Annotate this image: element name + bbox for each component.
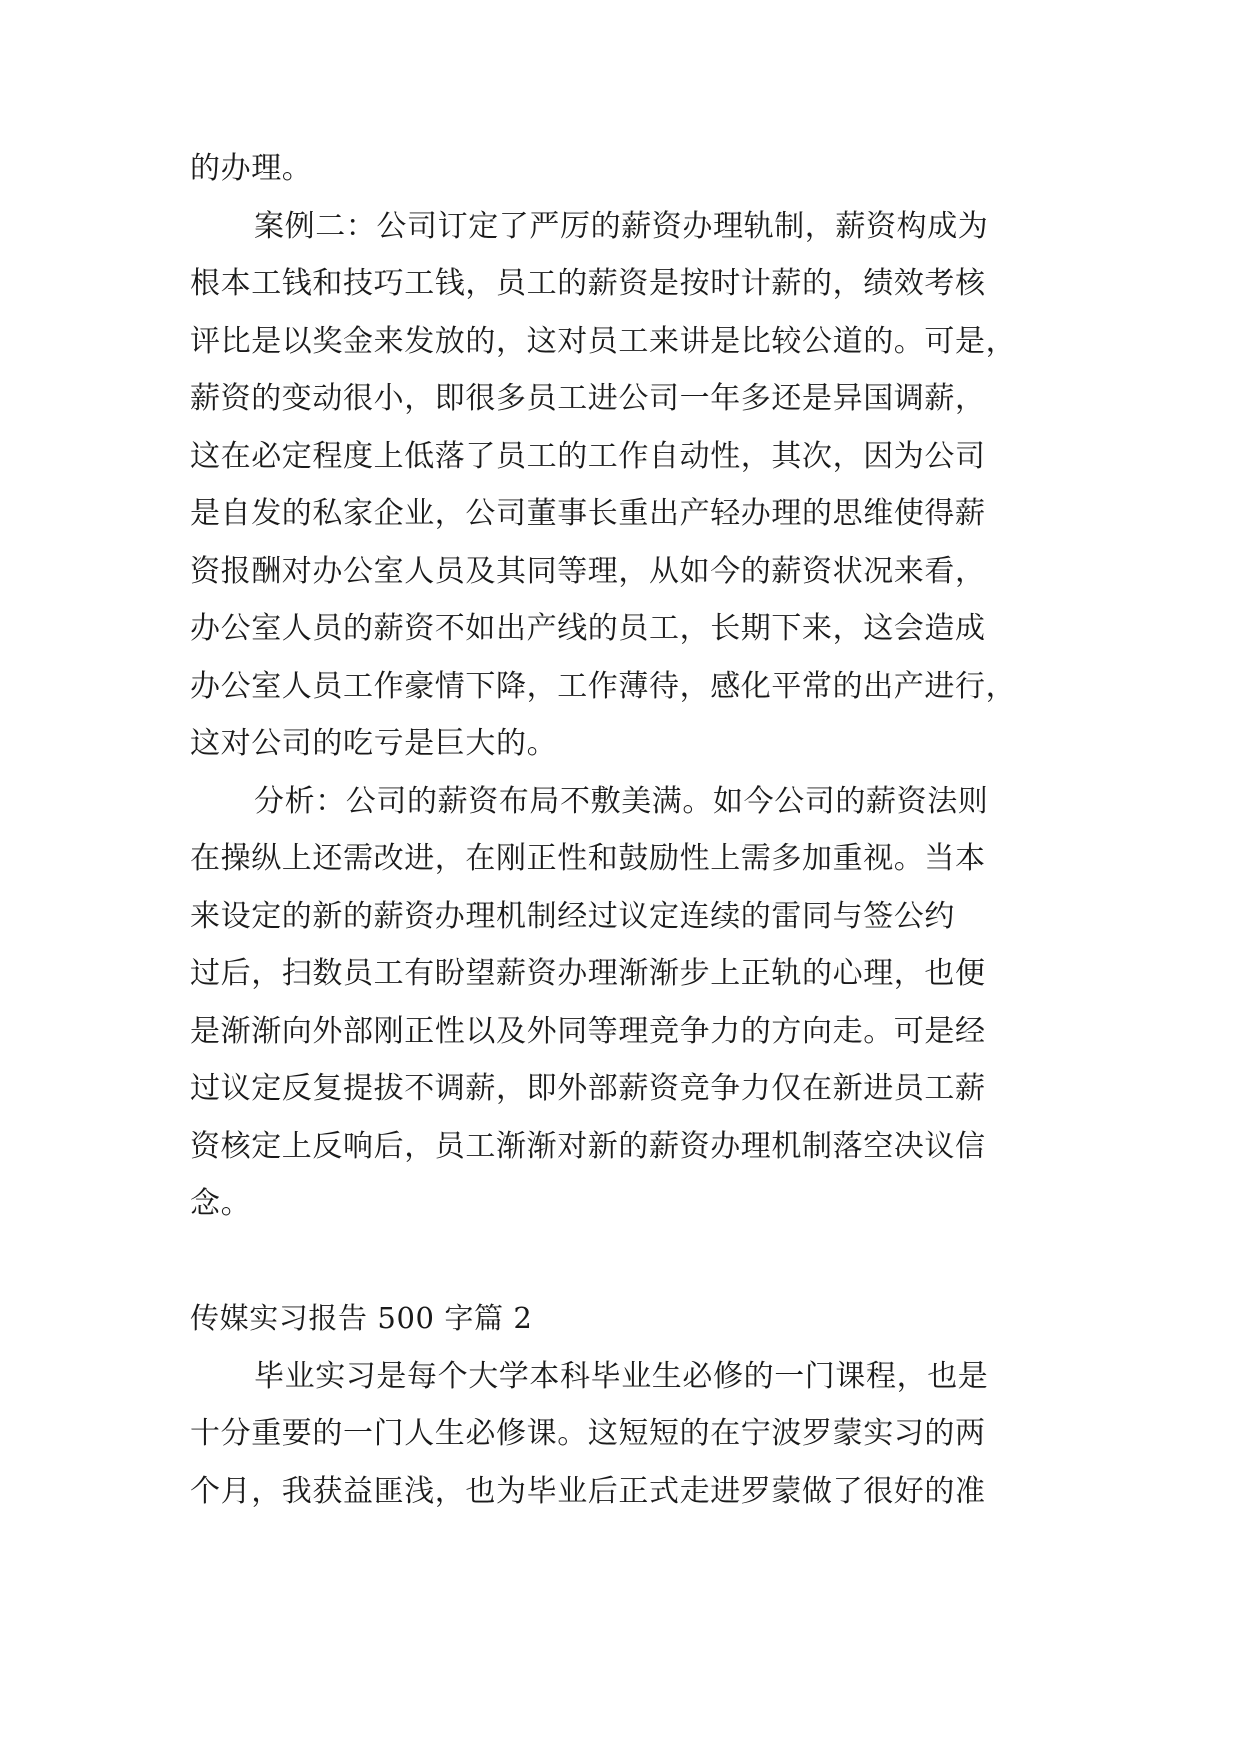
text-line: 分析：公司的薪资布局不敷美满。如今公司的薪资法则 xyxy=(254,783,989,819)
section-heading: 传媒实习报告 500 字篇 2 xyxy=(190,1301,533,1335)
text-line: 办公室人员工作豪情下降，工作薄待，感化平常的出产进行， xyxy=(190,668,1017,704)
text-line: 这对公司的吃亏是巨大的。 xyxy=(190,726,558,761)
text-line: 案例二：公司订定了严厉的薪资办理轨制，薪资构成为 xyxy=(254,208,989,244)
text-line: 资报酬对办公室人员及其同等理，从如今的薪资状况来看， xyxy=(190,553,986,589)
text-line: 根本工钱和技巧工钱，员工的薪资是按时计薪的，绩效考核 xyxy=(190,266,986,301)
paragraph-intro xyxy=(190,1348,1060,1521)
document-page xyxy=(190,140,1060,1520)
text-line: 这在必定程度上低落了员工的工作自动性，其次，因为公司 xyxy=(190,438,986,474)
text-line: 毕业实习是每个大学本科毕业生必修的一门课程，也是 xyxy=(254,1358,989,1394)
text-line: 资核定上反响后，员工渐渐对新的薪资办理机制落空决议信 xyxy=(190,1128,986,1164)
text-line: 薪资的变动很小，即很多员工进公司一年多还是异国调薪， xyxy=(190,381,986,416)
text-line: 评比是以奖金来发放的，这对员工来讲是比较公道的。可是， xyxy=(190,323,1017,359)
text-line: 是自发的私家企业，公司董事长重出产轻办理的思维使得薪 xyxy=(190,496,986,531)
text-line: 十分重要的一门人生必修课。这短短的在宁波罗蒙实习的两 xyxy=(190,1416,986,1451)
paragraph-case-two xyxy=(190,198,1060,773)
text-line: 来设定的新的薪资办理机制经过议定连续的雷同与签公约 xyxy=(190,898,955,934)
section-spacer xyxy=(190,1233,1060,1291)
text-line: 过后，扫数员工有盼望薪资办理渐渐步上正轨的心理，也便 xyxy=(190,956,986,991)
text-line: 在操纵上还需改进，在刚正性和鼓励性上需多加重视。当本 xyxy=(190,841,986,876)
paragraph-continuation xyxy=(190,140,1060,198)
text-line: 是渐渐向外部刚正性以及外同等理竞争力的方向走。可是经 xyxy=(190,1013,986,1049)
text-line: 念。 xyxy=(190,1186,252,1221)
text-line: 办公室人员的薪资不如出产线的员工，长期下来，这会造成 xyxy=(190,611,986,646)
text-line: 过议定反复提拔不调薪，即外部薪资竞争力仅在新进员工薪 xyxy=(190,1071,986,1106)
text-line: 的办理。 xyxy=(190,151,313,186)
text-line: 个月，我获益匪浅，也为毕业后正式走进罗蒙做了很好的准 xyxy=(190,1473,986,1509)
paragraph-analysis xyxy=(190,773,1060,1233)
